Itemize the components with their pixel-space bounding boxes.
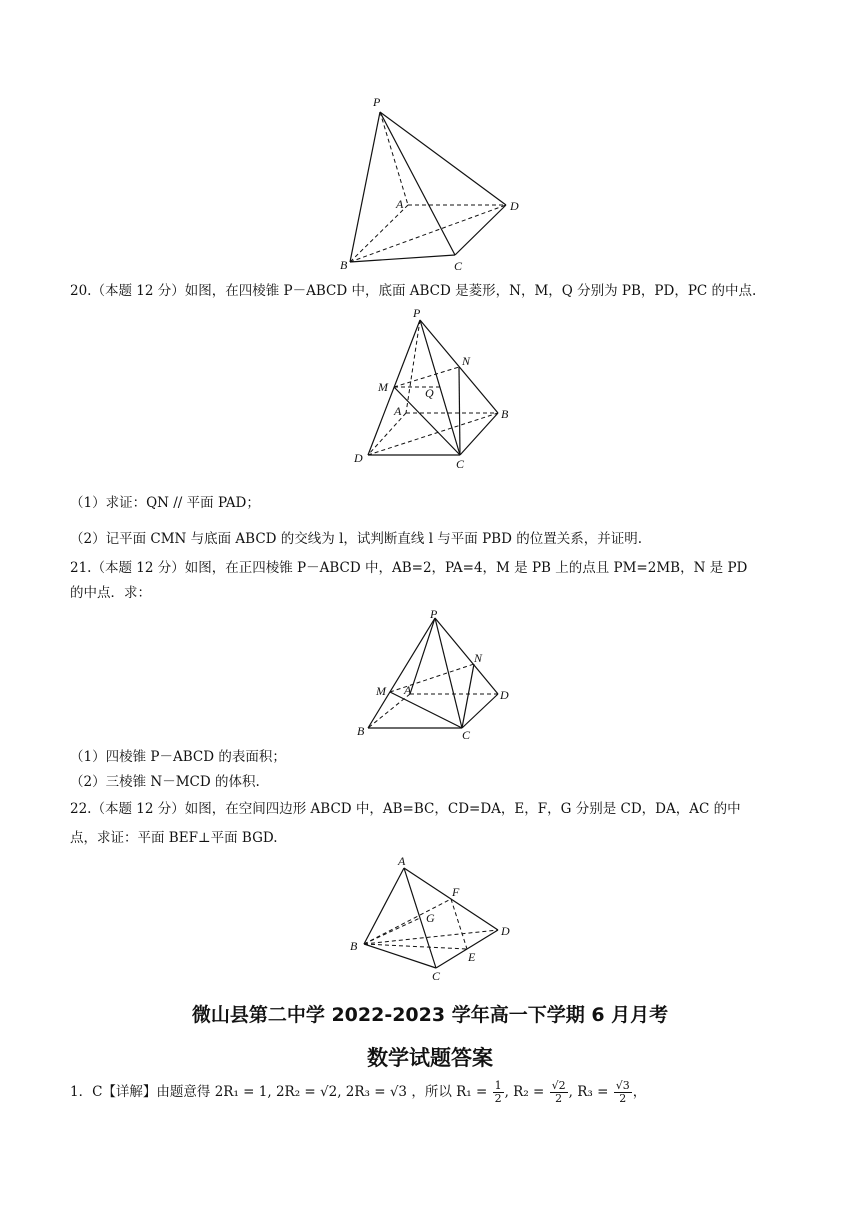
label-b: B: [350, 939, 358, 953]
r3-numerator: √3: [615, 1079, 630, 1092]
q21-stem-line1: 21.（本题 12 分）如图，在正四棱锥 P－ABCD 中，AB=2，PA=4，M 是 PB 上的点且 PM=2MB，N 是 PD: [70, 560, 748, 576]
r2-numerator: √2: [551, 1079, 566, 1092]
answer-1-suffix: ，: [632, 1084, 647, 1100]
label-p: P: [373, 95, 381, 109]
figure-pyramid-q19: [330, 92, 540, 272]
answer-1: [70, 1080, 646, 1105]
q20-stem: 20.（本题 12 分）如图，在四棱锥 P－ABCD 中，底面 ABCD 是菱形，N，M，Q 分别为 PB，PD，PC 的中点.: [70, 283, 757, 299]
q22-stem-line1: 22.（本题 12 分）如图，在空间四边形 ABCD 中，AB=BC，CD=DA，E，F，G 分别是 CD，DA，AC 的中: [70, 801, 741, 817]
answer-subtitle: 数学试题答案: [367, 1046, 493, 1070]
label-b: B: [340, 258, 348, 272]
answer-title: 微山县第二中学 2022-2023 学年高一下学期 6 月月考: [191, 1004, 669, 1026]
r1-numerator: 1: [494, 1079, 502, 1092]
label-d: D: [501, 924, 510, 938]
label-c: C: [462, 728, 471, 742]
q21-part1: （1）四棱锥 P－ABCD 的表面积；: [70, 749, 286, 765]
fraction-r2: [550, 1080, 568, 1105]
label-a: A: [398, 854, 406, 868]
label-n: N: [474, 651, 483, 665]
label-m: M: [378, 380, 388, 394]
label-d: D: [500, 688, 509, 702]
label-a: A: [404, 683, 412, 697]
figure-pyramid-q20: [350, 305, 520, 473]
label-q: Q: [425, 386, 434, 400]
q20-part2: （2）记平面 CMN 与底面 ABCD 的交线为 l，试判断直线 l 与平面 PBD 的位置关系，并证明.: [70, 531, 643, 547]
label-a: A: [396, 197, 404, 211]
label-d: D: [354, 451, 363, 465]
label-g: G: [426, 911, 435, 925]
label-e: E: [468, 950, 476, 964]
r1-denominator: 2: [494, 1092, 502, 1105]
label-m: M: [376, 684, 386, 698]
label-c: C: [432, 969, 441, 983]
label-p: P: [430, 607, 438, 621]
label-c: C: [456, 457, 465, 471]
q21-stem-line2: 的中点．求：: [70, 585, 151, 601]
r2-lead: , R₂ =: [504, 1084, 545, 1100]
label-f: F: [452, 885, 460, 899]
r2-denominator: 2: [555, 1092, 563, 1105]
label-p: P: [413, 306, 421, 320]
r3-denominator: 2: [619, 1092, 627, 1105]
answer-1-prefix: 1．C【详解】由题意得 2R₁ = 1, 2R₂ = √2, 2R₃ = √3 ，所以 R₁ =: [70, 1084, 488, 1100]
label-b: B: [501, 407, 509, 421]
label-c: C: [454, 259, 463, 272]
label-a: A: [394, 404, 402, 418]
figure-tetrahedron-q22: [340, 850, 530, 985]
fraction-r1: [493, 1080, 504, 1105]
q20-part1: （1）求证：QN // 平面 PAD；: [70, 495, 260, 511]
figure-pyramid-q21: [350, 606, 520, 746]
fraction-r3: [614, 1080, 632, 1105]
label-n: N: [462, 354, 471, 368]
q21-part2: （2）三棱锥 N－MCD 的体积.: [70, 774, 260, 790]
label-b: B: [357, 724, 365, 738]
q22-stem-line2: 点，求证：平面 BEF⊥平面 BGD.: [70, 830, 278, 846]
label-d: D: [510, 199, 519, 213]
r3-lead: , R₃ =: [568, 1084, 609, 1100]
